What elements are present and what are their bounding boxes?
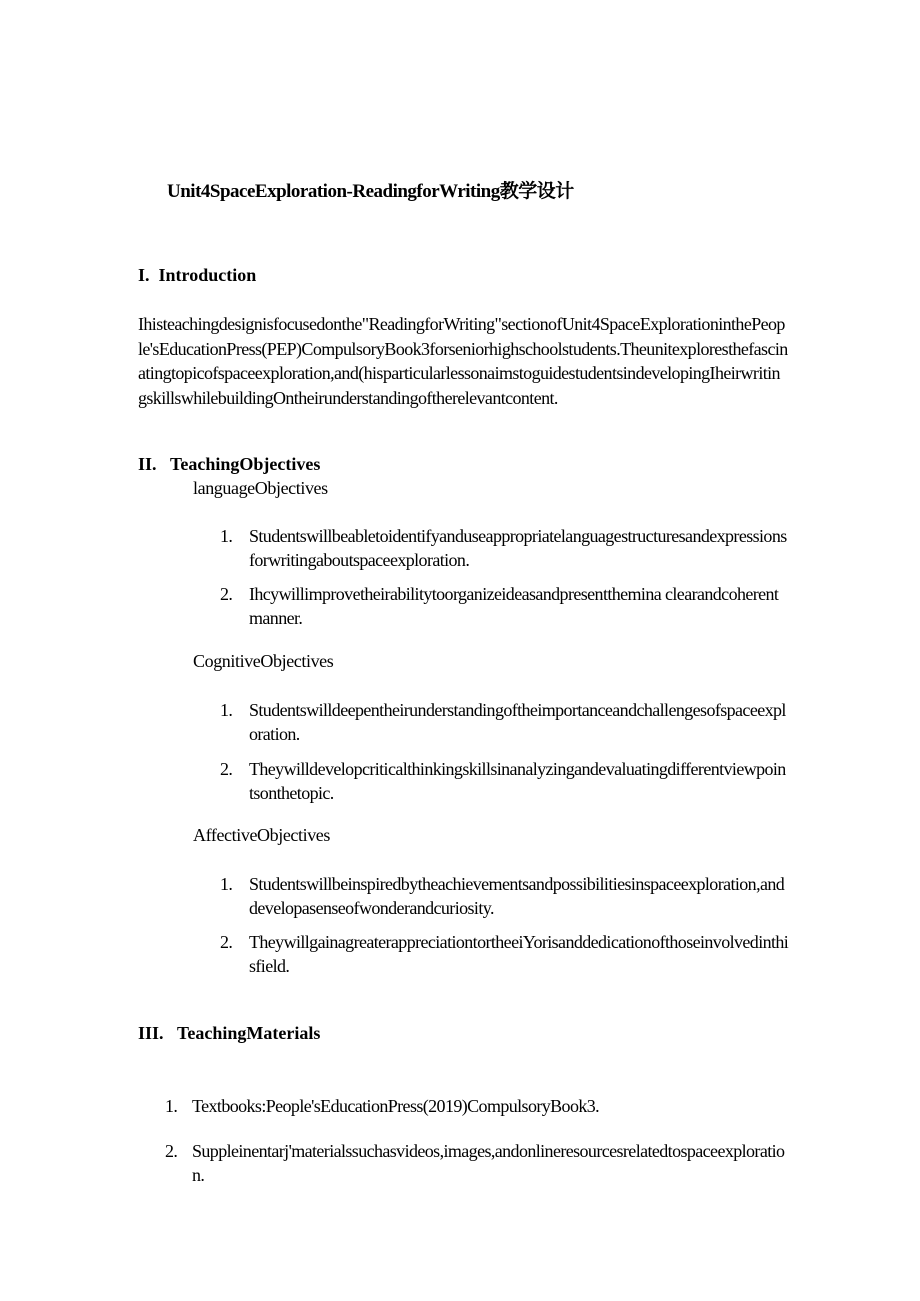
section-heading-teaching-objectives	[138, 454, 320, 475]
section-title: TeachingObjectives	[170, 454, 321, 474]
list-number: 2.	[165, 1141, 178, 1161]
list-text: Studentswillbeabletoidentifyanduseappropriatelanguagestructuresandexpressionsforwritingaboutspaceexploration.	[249, 526, 787, 570]
list-number: 2.	[220, 759, 233, 779]
list-item	[220, 930, 790, 978]
section-number: III.	[138, 1023, 164, 1043]
list-text: Studentswilldeepentheirunderstandingoftheimportanceandchallengesofspaceexploration.	[249, 700, 786, 744]
objectives-group-label-affective: AffectiveObjectives	[193, 825, 331, 845]
list-number: 1.	[220, 526, 233, 546]
list-number: 2.	[220, 932, 233, 952]
list-text: Ihcywillimprovetheirabilitytoorganizeideasandpresentthemina clearandcoherentmanner.	[249, 584, 779, 628]
section-number: II.	[138, 454, 157, 474]
section-heading-teaching-materials	[138, 1023, 320, 1044]
list-number: 1.	[165, 1096, 178, 1116]
objectives-group-label-language: languageObjectives	[193, 478, 328, 498]
list-item	[220, 872, 790, 920]
list-number: 1.	[220, 700, 233, 720]
introduction-paragraph: Ihisteachingdesignisfocusedonthe"ReadingforWriting"sectionofUnit4SpaceExplorationinthePeople'sEducationPress(PEP)CompulsoryBook3forseniorhighschoolstudents.Theunitexploresthefascinatingtopicofspaceexploration,and(hisparticularlessonaimstoguidestudentsindevelopingIheirwritingskillswhilebuildingOntheirunderstandingoftherelevantcontent.	[138, 314, 788, 408]
objectives-group-label-cognitive: CognitiveObjectives	[193, 651, 334, 671]
list-item	[165, 1094, 785, 1118]
list-item	[220, 698, 790, 746]
document-title: Unit4SpaceExploration-ReadingforWriting教学设计	[167, 181, 574, 202]
list-item	[220, 582, 790, 630]
list-text: Theywilldevelopcriticalthinkingskillsinanalyzingandevaluatingdifferentviewpointsonthetopic.	[249, 759, 786, 803]
list-text: Textbooks:People'sEducationPress(2019)CompulsoryBook3.	[192, 1096, 600, 1116]
list-text: Studentswillbeinspiredbytheachievementsandpossibilitiesinspaceexploration,anddevelopasenseofwonderandcuriosity.	[249, 874, 785, 918]
list-item	[165, 1139, 785, 1187]
list-text: Suppleinentarj'materialssuchasvideos,images,andonlineresourcesrelatedtospaceexploration.	[192, 1141, 785, 1185]
section-title: TeachingMaterials	[177, 1023, 321, 1043]
section-title: Introduction	[158, 265, 257, 285]
section-number: I.	[138, 265, 150, 285]
list-item	[220, 524, 790, 572]
list-text: TheywillgainagreaterappreciationtortheeiYorisanddedicationofthoseinvolvedinthisfield.	[249, 932, 789, 976]
list-number: 2.	[220, 584, 233, 604]
section-heading-introduction	[138, 265, 256, 286]
list-item	[220, 757, 790, 805]
list-number: 1.	[220, 874, 233, 894]
